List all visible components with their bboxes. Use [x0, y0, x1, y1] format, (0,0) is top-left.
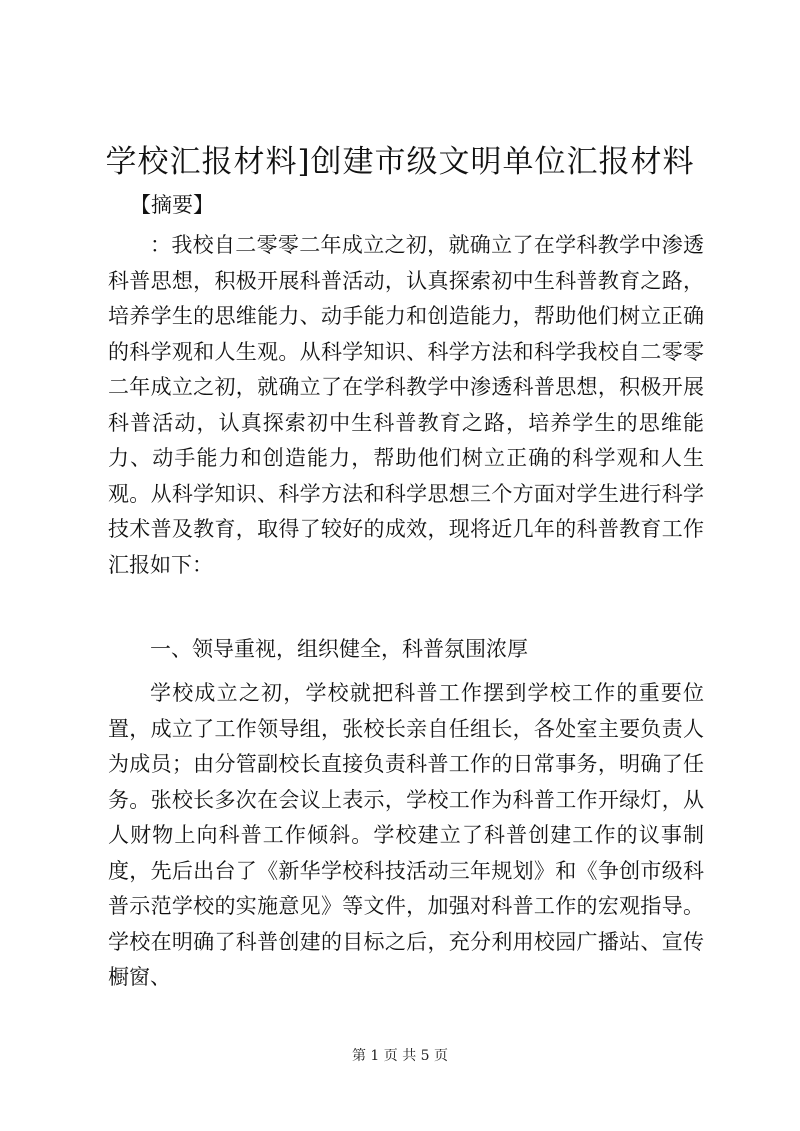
document-title: 学校汇报材料]创建市级文明单位汇报材料 [105, 144, 695, 180]
page-footer: 第 1 页 共 5 页 [351, 1048, 449, 1064]
abstract-paragraph: ：我校自二零零二年成立之初，就确立了在学科教学中渗透科普思想，积极开展科普活动，认真探索初中生科普教育之路，培养学生的思维能力、动手能力和创造能力，帮助他们树立正确的科学观和人生观。从科学知识、科学方法和科学我校自二零零二年成立之初，就确立了在学科教学中渗透科普思想，积极开展科普活动，认真探索初中生科普教育之路，培养学生的思维能力、动手能力和创造能力，帮助他们树立正确的科学观和人生观。从科学知识、科学方法和科学思想三个方面对学生进行科学技术普及教育，取得了较好的成效，现将近几年的科普教育工作汇报如下： [108, 233, 704, 577]
abstract-label: 【摘要】 [130, 193, 214, 217]
section-heading: 一、领导重视，组织健全，科普氛围浓厚 [150, 637, 528, 661]
body-paragraph: 学校成立之初，学校就把科普工作摆到学校工作的重要位置，成立了工作领导组，张校长亲自任组长，各处室主要负责人为成员；由分管副校长直接负责科普工作的日常事务，明确了任务。张校长多次在会议上表示，学校工作为科普工作开绿灯，从人财物上向科普工作倾斜。学校建立了科普创建工作的议事制度，先后出台了《新华学校科技活动三年规划》和《争创市级科普示范学校的实施意见》等文件，加强对科普工作的宏观指导。学校在明确了科普创建的目标之后，充分利用校园广播站、宣传橱窗、 [108, 681, 704, 989]
